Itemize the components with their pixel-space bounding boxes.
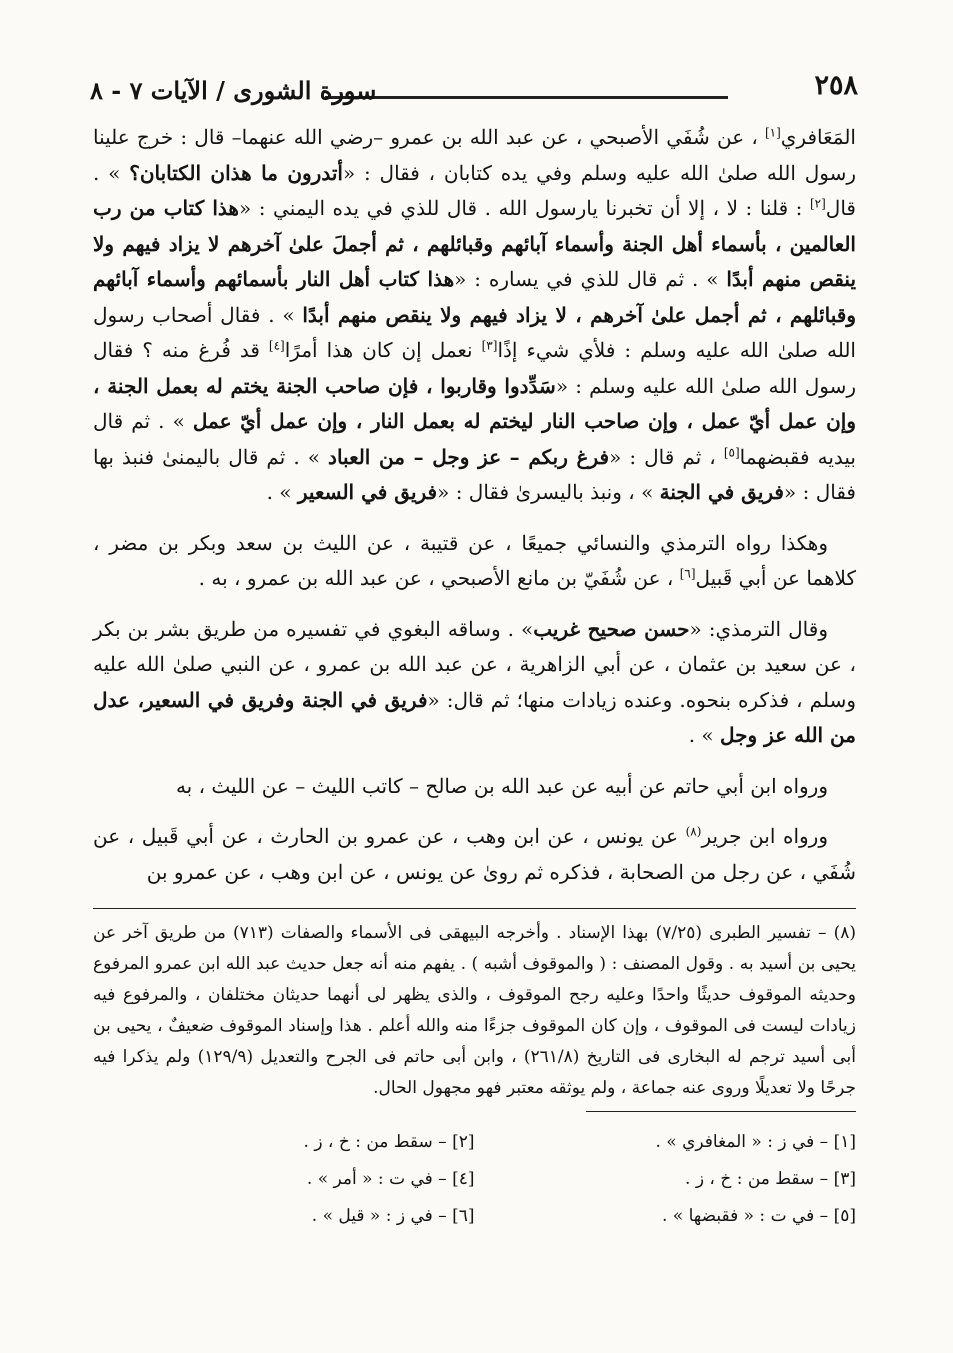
variant-note-5: [٥] – في ت : « فقبضها » . bbox=[662, 1206, 856, 1226]
hadith-quote: فرغ ربكم – عز وجل – من العباد bbox=[328, 444, 610, 469]
header-rule bbox=[325, 96, 728, 99]
text-run: عن يونس ، عن ابن وهب ، عن عمرو بن الحارث ، عن أبي قَبيل ، عن شُفَي ، عن رجل من الصحابة ، فذكره ثم روىٰ عن يونس ، عن ابن وهب ، عن عمرو بن bbox=[93, 824, 856, 884]
variant-ref: [١] bbox=[764, 125, 781, 140]
text-run: » . bbox=[688, 723, 721, 747]
variant-note-3: [٣] – سقط من : خ ، ز . bbox=[685, 1169, 856, 1189]
text-run: » ، ونبذ باليسرىٰ فقال : « bbox=[437, 480, 660, 504]
variant-note-2: [٢] – سقط من : خ ، ز . bbox=[303, 1132, 475, 1152]
paragraph-ibn-jarir bbox=[93, 819, 856, 890]
paragraph-tirmidhi-grading bbox=[93, 612, 856, 754]
hadith-quote: فريق في الجنة وفريق في السعير، عدل من الله عز وجل bbox=[93, 687, 856, 747]
text-run: وهكذا رواه الترمذي والنسائي جميعًا ، عن قتيبة ، عن الليث بن سعد وبكر بن مضر ، كلاهما عن أبي قَبيل bbox=[93, 530, 856, 590]
text-run: » . قال bbox=[93, 160, 856, 220]
hadith-quote: أتدرون ما هذان الكتابان؟ bbox=[129, 160, 343, 185]
text-run: قد فُرغ منه ؟ فقال رسول الله صلىٰ الله عليه وسلم : « bbox=[93, 338, 856, 398]
text-run: ، ثم قال : « bbox=[609, 444, 724, 469]
variant-notes bbox=[93, 1126, 856, 1233]
variant-ref: [٦] bbox=[679, 566, 696, 581]
variant-ref: [٢] bbox=[809, 196, 826, 211]
paragraph-hadith bbox=[93, 120, 856, 511]
text-run: ، عن شُفَيّ بن مانع الأصبحي ، عن عبد الله بن عمرو ، به . bbox=[198, 566, 680, 590]
hadith-quote: سَدِّدوا وقاربوا ، فإن صاحب الجنة يختم له بعمل الجنة ، وإن عمل أيّ عمل ، وإن صاحب النار ليختم له بعمل النار ، وإن عمل أيّ عمل bbox=[93, 373, 857, 433]
text-run: وقال الترمذي: « bbox=[689, 616, 828, 641]
page-header bbox=[90, 70, 858, 114]
footnote-separator bbox=[93, 908, 856, 909]
variant-note-4: [٤] – في ت : « أمر » . bbox=[306, 1169, 475, 1189]
variant-ref: [٥] bbox=[723, 444, 740, 459]
variant-notes-separator bbox=[586, 1111, 856, 1112]
text-run: ، عن شُفَي الأصبحي ، عن عبد الله بن عمرو –رضي الله عنهما– قال : خرج علينا رسول الله صلىٰ الله عليه وسلم وفي يده كتابان ، فقال : « bbox=[93, 125, 857, 185]
hadith-quote: فريق في الجنة bbox=[659, 480, 784, 504]
text-run: » . وساقه البغوي في تفسيره من طريق بشر بن بكر ، عن سعيد بن عثمان ، عن أبي الزاهرية ، عن عبد الله بن عمرو ، عن النبي صلىٰ الله عليه وسلم ، فذكره بنحوه. وعنده زيادات منها؛ ثم قال: « bbox=[93, 616, 856, 712]
text-run: » . ثم قال بيديه فقبضهما bbox=[93, 409, 857, 469]
paragraph-ibn-abi-hatim: ورواه ابن أبي حاتم عن أبيه عن عبد الله بن صالح – كاتب الليث – عن الليث ، به bbox=[175, 773, 828, 798]
text-run: » . bbox=[266, 480, 298, 504]
page-number: ٢٥٨ bbox=[814, 70, 858, 101]
running-title: سورة الشورى / الآيات ٧ - ٨ bbox=[90, 76, 377, 105]
footnote-ref: (٨) bbox=[685, 824, 702, 839]
variant-ref: [٤] bbox=[268, 338, 285, 353]
hadith-quote: هذا كتاب أهل النار بأسمائهم وأسماء آبائهم وقبائلهم ، ثم أجمل علىٰ آخرهم ، لا يزاد فيهم ولا ينقص منهم أبدًا bbox=[93, 267, 856, 327]
variant-ref: [٣] bbox=[481, 338, 498, 353]
text-run: ورواه ابن جرير bbox=[701, 824, 828, 848]
text-run: » . ثم قال للذي في يساره : « bbox=[454, 267, 727, 291]
text-run: » . فقال أصحاب رسول الله صلىٰ الله عليه وسلم : فلأي شيء إذًا bbox=[93, 302, 856, 362]
editor-footnotes bbox=[93, 918, 856, 1104]
footnote-8: (٨) – تفسير الطبرى (٧/٢٥) بهذا الإسناد . وأخرجه البيهقى فى الأسماء والصفات (٧١٣) من طريق آخر عن يحيى بن أسيد به . وقول المصنف : ( والموقوف أشبه ) . يفهم منه أنه جعل حديث عبد الله ابن عمرو المرفوع وحديثه الموقوف حديثًا واحدًا وعليه رجح الموقوف ، والذى يظهر لى أنهما حديثان مختلفان ، والمرفوع فيه زيادات ليست فى الموقوف ، وإن كان الموقوف جزءًا منه والله أعلم . هذا وإسناد الموقوف ضعيفٌ ، يحيى بن أبى أسيد ترجم له البخارى فى التاريخ (٢٦١/٨) ، وابن أبى حاتم فى الجرح والتعديل (١٢٩/٩) ولم يذكرا فيه جرحًا ولا تعديلًا وروى عنه جماعة ، ولم يوثقه معتبر فهو مجهول الحال. bbox=[93, 923, 856, 1098]
variant-note-6: [٦] – في ز : « قيل » . bbox=[311, 1206, 475, 1226]
paragraph-tirmidhi-chain bbox=[93, 526, 856, 597]
text-run: : قلنا : لا ، إلا أن تخبرنا يارسول الله . قال للذي في يده اليمني : « bbox=[238, 196, 810, 220]
hadith-quote: فريق في السعير bbox=[297, 480, 438, 504]
text-run: نعمل إن كان هذا أمرًا bbox=[284, 338, 482, 362]
variant-note-1: [١] – في ز : « المغافري » . bbox=[655, 1132, 856, 1152]
text-run: » . ثم قال باليمنىٰ فنبذ بها فقال : « bbox=[93, 444, 856, 504]
grading-quote: حسن صحيح غريب bbox=[533, 616, 690, 641]
text-run: المَعَافري bbox=[780, 125, 856, 149]
main-text bbox=[93, 120, 856, 890]
hadith-quote: هذا كتاب من رب العالمين ، بأسماء أهل الجنة وأسماء آبائهم وقبائلهم ، ثم أجملَ علىٰ آخرهم لا يزاد فيهم ولا ينقص منهم أبدًا bbox=[93, 196, 857, 291]
